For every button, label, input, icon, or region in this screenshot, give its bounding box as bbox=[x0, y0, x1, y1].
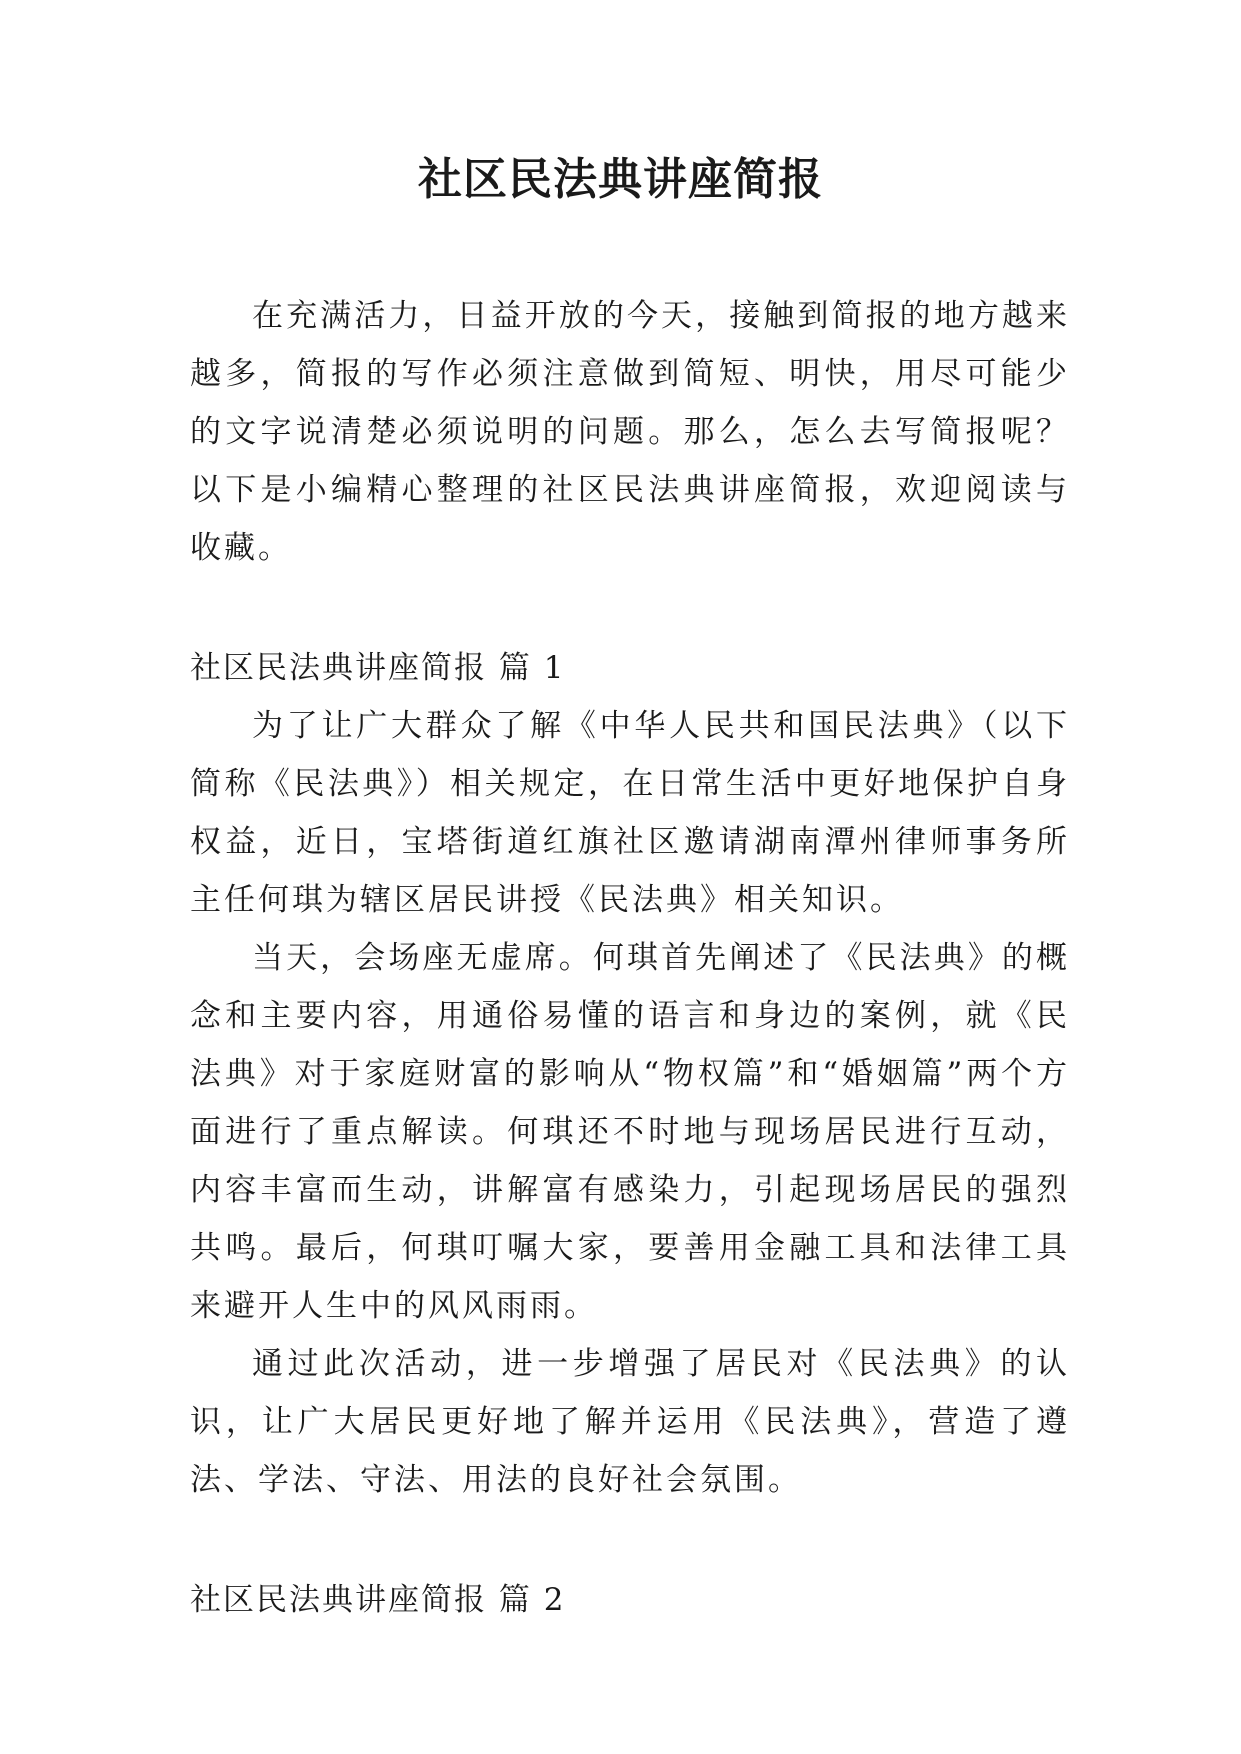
document-body bbox=[190, 287, 1070, 1629]
section-1-paragraph-3: 通过此次活动，进一步增强了居民对《民法典》的认识，让广大居民更好地了解并运用《民法典》，营造了遵法、学法、守法、用法的良好社会氛围。 bbox=[190, 1346, 1070, 1498]
section-1-paragraph-2: 当天，会场座无虚席。何琪首先阐述了《民法典》的概念和主要内容，用通俗易懂的语言和身边的案例，就《民法典》对于家庭财富的影响从“物权篇”和“婚姻篇”两个方面进行了重点解读。何琪还不时地与现场居民进行互动，内容丰富而生动，讲解富有感染力，引起现场居民的强烈共鸣。最后，何琪叮嘱大家，要善用金融工具和法律工具来避开人生中的风风雨雨。 bbox=[190, 940, 1070, 1324]
spacer bbox=[190, 577, 1070, 639]
spacer bbox=[190, 1509, 1070, 1571]
document-title: 社区民法典讲座简报 bbox=[418, 154, 823, 205]
intro-paragraph: 在充满活力，日益开放的今天，接触到简报的地方越来越多，简报的写作必须注意做到简短、明快，用尽可能少的文字说清楚必须说明的问题。那么，怎么去写简报呢？以下是小编精心整理的社区民法典讲座简报，欢迎阅读与收藏。 bbox=[190, 298, 1070, 566]
section-heading-2: 社区民法典讲座简报 篇 2 bbox=[190, 1582, 566, 1618]
section-1-paragraph-1: 为了让广大群众了解《中华人民共和国民法典》（以下简称《民法典》）相关规定，在日常生活中更好地保护自身权益，近日，宝塔街道红旗社区邀请湖南潭州律师事务所主任何琪为辖区居民讲授《民法典》相关知识。 bbox=[190, 708, 1070, 918]
section-heading-1: 社区民法典讲座简报 篇 1 bbox=[190, 650, 566, 686]
